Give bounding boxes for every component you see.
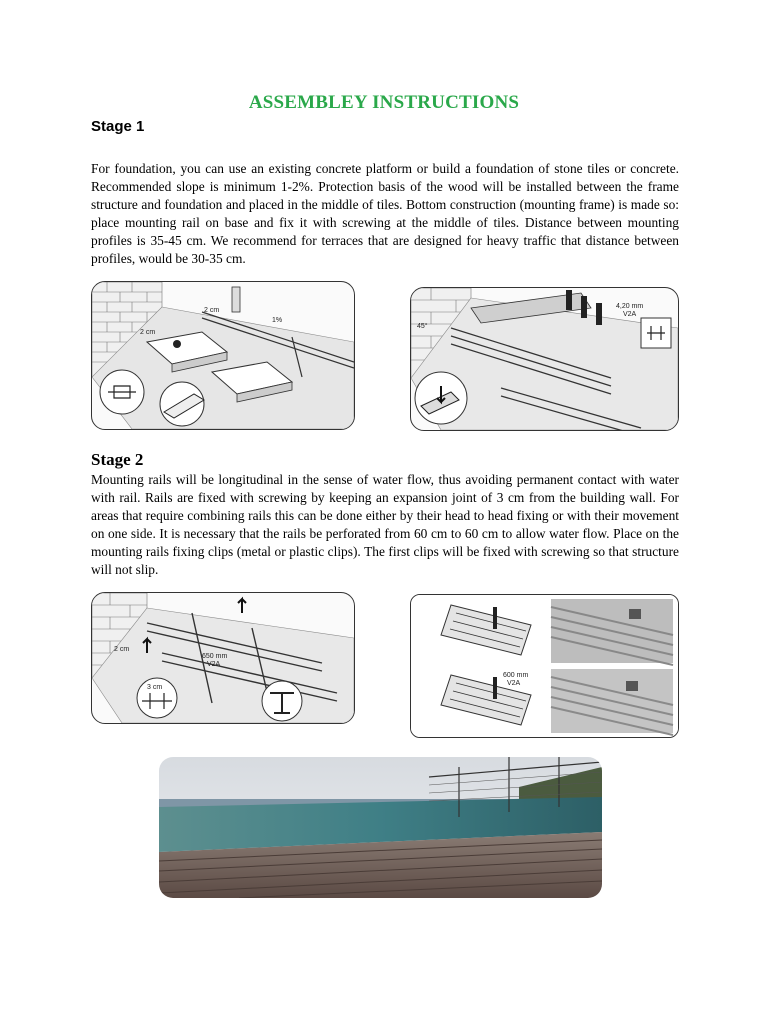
dimension-label: 650 mm xyxy=(202,653,228,660)
dimension-label: 3 cm xyxy=(147,684,163,691)
stage-1-figure-rail-fixing xyxy=(410,287,679,431)
pool-deck-photo xyxy=(159,757,602,898)
stage-1-text: For foundation, you can use an existing concrete platform or build a foundation of stone tiles or concrete. Recommended slope is minimum 1-2%. Protection basis of the wood will be installed between the frame structure and foundation and placed in the middle of tiles. Bottom construction (mounting frame) is made so: place mounting rail on base and fix it with screwing at the middle of tiles. Distance between mounting profiles is 35-45 cm. We recommend for terraces that are designed for heavy traffic that distance between profiles, would be 30-35 cm. xyxy=(91,161,679,266)
pool-deck-image xyxy=(159,757,602,898)
stage-2-heading: Stage 2 xyxy=(91,450,144,469)
stage-1-figure-foundation xyxy=(91,281,355,430)
material-label: V2A xyxy=(623,311,637,318)
stage-2-figure-rails xyxy=(91,592,355,724)
dimension-label: 4,20 mm xyxy=(616,303,644,310)
stage-1-heading: Stage 1 xyxy=(91,118,145,135)
slope-label: 1% xyxy=(272,317,283,324)
page-title: ASSEMBLEY INSTRUCTIONS xyxy=(248,92,520,113)
dimension-label: 2 cm xyxy=(204,307,220,314)
rail-fixing-illustration xyxy=(411,288,678,430)
dimension-label: 2 cm xyxy=(140,329,156,336)
rails-layout-illustration xyxy=(92,593,354,723)
dimension-label: 2 cm xyxy=(114,646,130,653)
foundation-illustration xyxy=(92,282,354,429)
material-label: V2A xyxy=(207,661,221,668)
stage-2-text: Mounting rails will be longitudinal in the sense of water flow, thus avoiding permanent contact with water with rail. Rails are fixed with screwing by keeping an expansion joint of 3 cm from the building wall. For areas that require combining rails this can be done either by their head to head fixing or with their movement on one side. It is necessary that the rails be perforated from 60 cm to 60 cm to allow water flow. Place on the mounting rails fixing clips (metal or plastic clips). The first clips will be fixed with screwing so that structure will not slip. xyxy=(91,472,679,577)
material-label: V2A xyxy=(507,680,521,687)
dimension-label: 600 mm xyxy=(503,672,529,679)
clips-illustration xyxy=(411,595,678,737)
stage-2-figure-clips xyxy=(410,594,679,738)
angle-label: 45° xyxy=(417,323,428,330)
